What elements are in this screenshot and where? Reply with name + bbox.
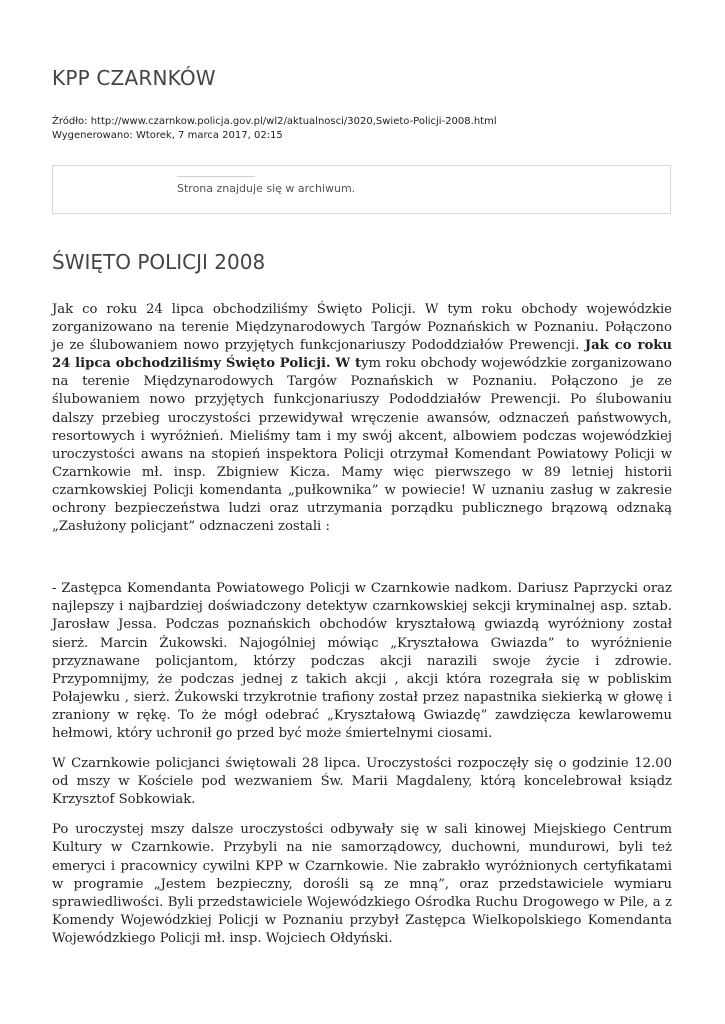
site-title: KPP CZARNKÓW (52, 66, 216, 90)
paragraph-1-rest: ym roku obchody wojewódzkie zorganizowano na terenie Międzynarodowych Targów Poznańskich w Poznaniu. Połączono je ze ślubowaniem nowo przyjętych funkcjonariuszy Pododdziałów Prewencji. Po ślubowaniu dalszy przebieg uroczystości przewidywał wręczenie awansów, odznaczeń państwowych, resortowych i wyróżnień. Mieliśmy tam i my swój akcent, albowiem podczas wojewódzkiej uroczystości awans na stopień inspektora Policji otrzymał Komendant Powiatowy Policji w Czarnkowie mł. insp. Zbigniew Kicza. Mamy więc pierwszego w 89 letniej historii czarnkowskiej Policji komendanta „pułkownika” w powiecie! W uznaniu zasług w zakresie ochrony bezpieczeństwa ludzi oraz utrzymania porządku publicznego brązową odznaką „Zasłużony policjant” odznaczeni zostali : (52, 356, 672, 535)
article-body (52, 301, 672, 960)
document-meta (52, 115, 497, 143)
archive-notice-box (52, 165, 671, 214)
generated-line: Wygenerowano: Wtorek, 7 marca 2017, 02:15 (52, 130, 283, 141)
paragraph-3: W Czarnkowie policjanci świętowali 28 lipca. Uroczystości rozpoczęły się o godzinie 12.00 od mszy w Kościele pod wezwaniem Św. Marii Magdaleny, którą koncelebrował ksiądz Krzysztof Sobkowiak. (52, 756, 672, 808)
source-line: Źródło: http://www.czarnkow.policja.gov.pl/wl2/aktualnosci/3020,Swieto-Policji-2008.html (52, 116, 497, 127)
archive-divider (177, 176, 255, 177)
archive-notice: Strona znajduje się w archiwum. (177, 182, 356, 195)
article-title: ŚWIĘTO POLICJI 2008 (52, 250, 266, 274)
paragraph-1-intro: Jak co roku 24 lipca obchodziliśmy Święto Policji. W tym roku obchody wojewódzkie zorganizowano na terenie Międzynarodowych Targów Poznańskich w Poznaniu. Połączono je ze ślubowaniem nowo przyjętych funkcjonariuszy Pododdziałów Prewencji. (52, 302, 672, 354)
paragraph-1-bold: Jak co roku 24 lipca obchodziliśmy Święto Policji. W t (52, 338, 673, 372)
paragraph-4: Po uroczystej mszy dalsze uroczystości odbywały się w sali kinowej Miejskiego Centrum Kultury w Czarnkowie. Przybyli na nie samorządowcy, duchowni, mundurowi, byli też emeryci i pracownicy cywilni KPP w Czarnkowie. Nie zabrakło wyróżnionych certyfikatami w programie „Jestem bezpieczny, dorośli są ze mną”, oraz przedstawiciele wymiaru sprawiedliwości. Byli przedstawiciele Wojewódzkiego Ośrodka Ruchu Drogowego w Pile, a z Komendy Wojewódzkiej Policji w Poznaniu przybył Zastępca Wielkopolskiego Komendanta Wojewódzkiego Policji mł. insp. Wojciech Ołdyński. (52, 822, 672, 946)
paragraph-2: - Zastępca Komendanta Powiatowego Policji w Czarnkowie nadkom. Dariusz Paprzycki oraz najlepszy i najbardziej doświadczony detektyw czarnkowskiej sekcji kryminalnej asp. sztab. Jarosław Jessa. Podczas poznańskich obchodów kryształową gwiazdą wyróżniony został sierż. Marcin Żukowski. Najogólniej mówiąc „Kryształowa Gwiazda” to wyróżnienie przyznawane policjantom, którzy podczas akcji narazili swoje życie i zdrowie. Przypomnijmy, że podczas jednej z takich akcji , akcji która rozegrała się w pobliskim Połajewku , sierż. Żukowski trzykrotnie trafiony został przez napastnika siekierką w głowę i zraniony w rękę. To że mógł odebrać „Kryształową Gwiazdę” zawdzięcza kewlarowemu hełmowi, który uchronił go przed być może śmiertelnymi ciosami. (52, 581, 672, 741)
paragraph-1 (52, 301, 672, 536)
